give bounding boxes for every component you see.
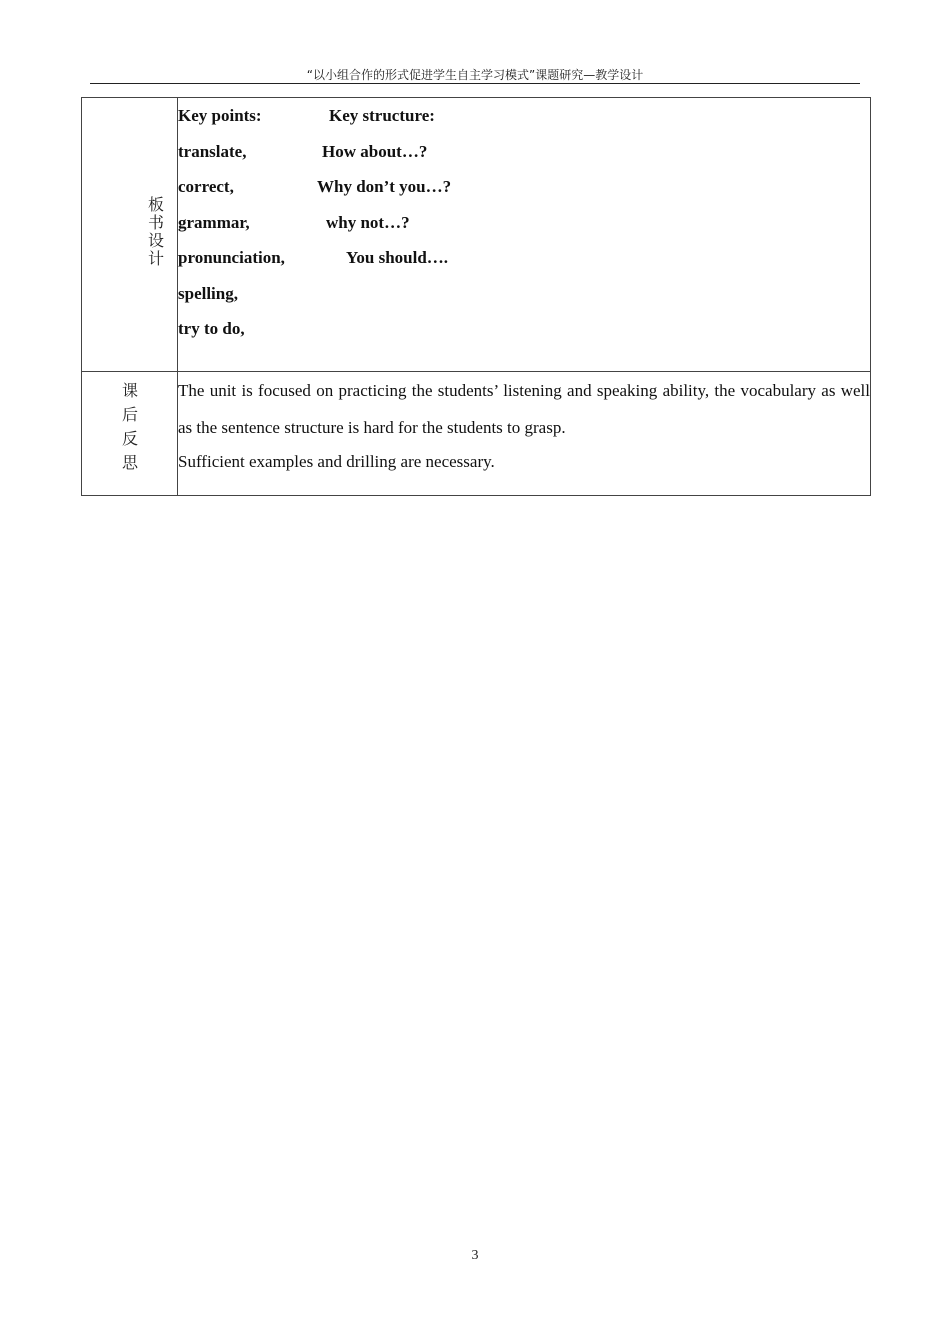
key-structure-item: How about…?	[322, 141, 428, 161]
board-design-content	[178, 98, 871, 372]
board-design-label	[146, 196, 166, 268]
page-number: 3	[471, 1248, 479, 1263]
reflection-content	[178, 372, 871, 496]
board-line	[178, 169, 870, 205]
key-structure-item: Why don’t you…?	[317, 177, 452, 196]
reflection-paragraph: Sufficient examples and drilling are necessary.	[178, 452, 495, 471]
key-structure-heading: Key structure:	[329, 106, 435, 125]
reflection-paragraph: The unit is focused on practicing the students’ listening and speaking ability, the vocabulary as well as the sentence structure is hard for the students to grasp.	[178, 381, 870, 437]
key-point-item: correct,	[178, 177, 234, 196]
board-line	[178, 276, 870, 312]
label-char: 书	[147, 213, 164, 232]
board-design-row	[82, 98, 871, 372]
page-header: “以小组合作的形式促进学生自主学习模式”课题研究—教学设计	[306, 68, 644, 82]
board-line	[178, 98, 870, 134]
label-char: 思	[121, 453, 138, 472]
key-point-item: translate,	[178, 141, 247, 161]
key-point-item: spelling,	[178, 283, 238, 303]
key-structure-item: You should….	[346, 248, 449, 267]
label-char: 设	[147, 231, 164, 250]
key-structure-item: why not…?	[326, 212, 410, 232]
key-point-item: pronunciation,	[178, 248, 285, 267]
header-rule	[90, 83, 860, 84]
board-line	[178, 134, 870, 170]
label-char: 后	[121, 405, 138, 424]
key-point-item: grammar,	[178, 212, 250, 232]
label-char: 反	[121, 429, 138, 448]
label-char: 课	[121, 381, 138, 400]
board-line	[178, 311, 870, 347]
reflection-label-cell	[82, 372, 178, 496]
reflection-row	[82, 372, 871, 496]
label-char: 计	[147, 249, 164, 268]
lesson-table	[81, 97, 871, 496]
key-points-heading: Key points:	[178, 106, 262, 125]
reflection-label	[120, 379, 140, 475]
board-design-label-cell	[82, 98, 178, 372]
key-point-item: try to do,	[178, 319, 245, 338]
board-line	[178, 205, 870, 241]
label-char: 板	[147, 195, 164, 214]
board-line	[178, 240, 870, 276]
